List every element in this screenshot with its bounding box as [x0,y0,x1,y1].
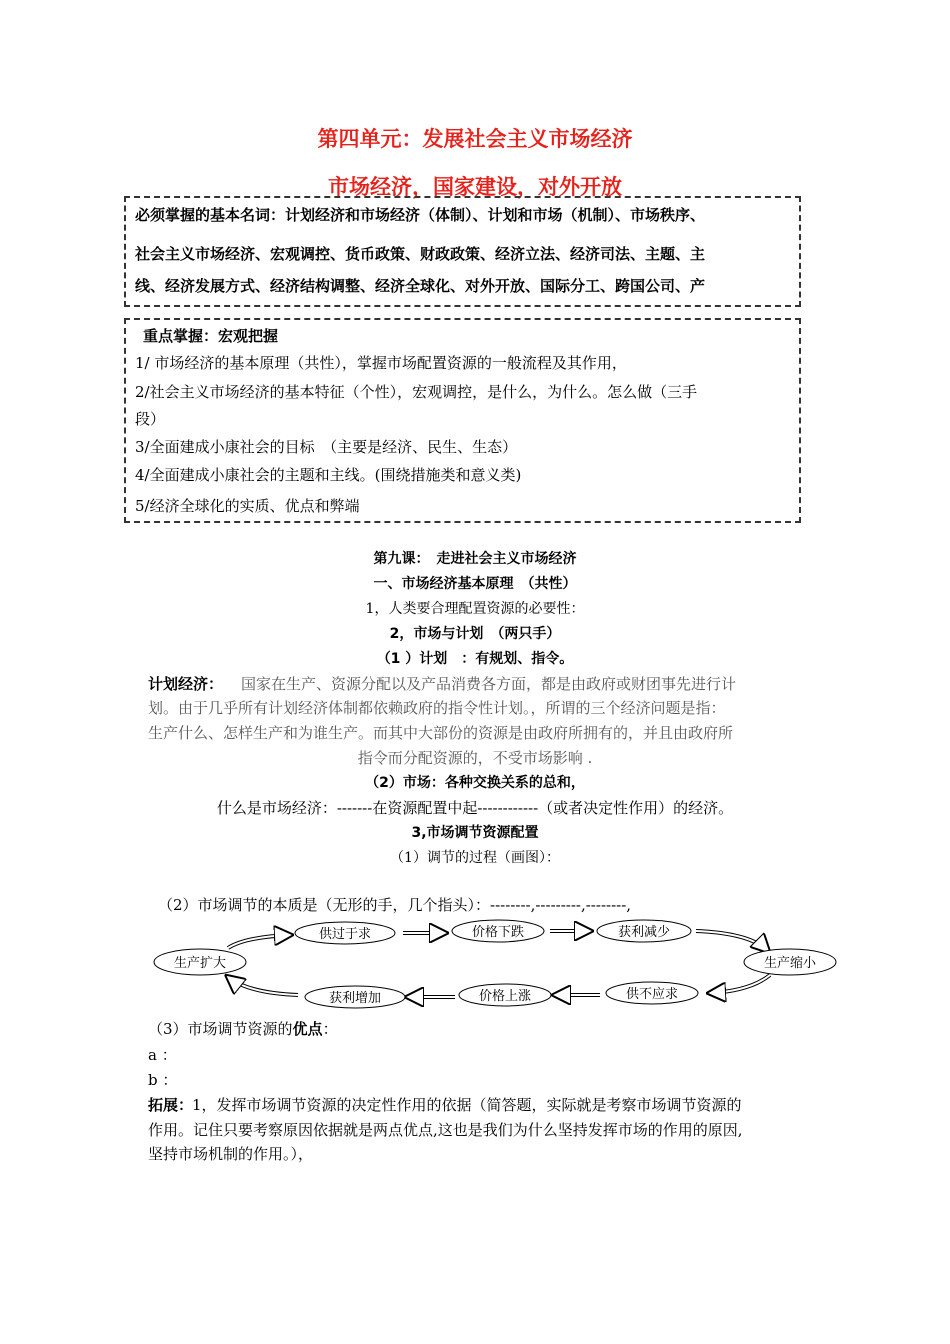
node-profit-increase [305,986,405,1008]
focus-box [124,318,801,523]
svg-text:获利增加: 获利增加 [328,991,382,1006]
point-3-3-suffix: ： [322,1020,338,1038]
terms-line-3: 线、经济发展方式、经济结构调整、经济全球化、对外开放、国际分工、跨国公司、产 [135,277,706,295]
node-demand-exceeds-supply [606,982,698,1004]
focus-item: 1/ 市场经济的基本原理（共性），掌握市场配置资源的一般流程及其作用， [135,354,627,372]
arrow-8 [228,977,298,995]
svg-text:供不应求: 供不应求 [625,987,679,1002]
planned-economy-text: 划。由于几乎所有计划经济体制都依赖政府的指令性计划。，所谓的三个经济问题是指： [148,699,726,717]
focus-item: 4/全面建成小康社会的主题和主线。(围绕措施类和意义类) [135,466,522,484]
expand-label: 拓展： [148,1096,194,1114]
page-subtitle: 市场经济，国家建设，对外开放 [328,175,622,199]
node-price-fall [452,920,544,942]
focus-heading: 重点掌握：宏观把握 [143,327,279,345]
svg-text:生产扩大: 生产扩大 [173,956,227,971]
node-production-shrink [744,949,836,975]
planned-economy-text: 生产什么、怎样生产和为谁生产。而其中大部份的资源是由政府所拥有的，并且由政府所 [148,724,734,742]
section-heading: 一、市场经济基本原理 （共性） [373,576,577,592]
node-supply-exceeds-demand [295,922,395,944]
point-3-3 [148,1018,338,1039]
terms-line-1: 必须掌握的基本名词：计划经济和市场经济（体制）、计划和市场（机制）、市场秩序、 [135,206,706,224]
market-cycle-diagram [150,915,840,1015]
point-3-3-prefix: （3）市场调节资源的 [148,1020,293,1038]
svg-text:价格上涨: 价格上涨 [478,989,532,1004]
point-3-3-bold: 优点 [292,1020,323,1038]
node-price-rise [459,984,551,1006]
point-2-2: （2）市场：各种交换关系的总和， [365,775,585,791]
point-3: 3,市场调节资源配置 [411,825,539,841]
node-production-expand [154,949,246,975]
planned-economy-label: 计划经济： [148,675,224,693]
point-3-1: （1）调节的过程（画图）： [390,850,560,866]
expand-text: 作用。记住只要考察原因依据就是两点优点,这也是我们为什么坚持发挥市场的作用的原因, [148,1121,743,1139]
node-profit-decrease [597,920,691,942]
expand-text: 1，发挥市场调节资源的决定性作用的依据（简答题，实际就是考察市场调节资源的 [192,1096,742,1114]
expand-text: 坚持市场机制的作用。）， [148,1145,314,1163]
terms-line-2: 社会主义市场经济、宏观调控、货币政策、财政政策、经济立法、经济司法、主题、主 [135,245,706,263]
market-definition: 什么是市场经济：-------在资源配置中起------------（或者决定性作用）的经济。 [216,799,734,817]
advantage-a-label: a ： [148,1046,177,1064]
svg-text:价格下跌: 价格下跌 [471,925,525,940]
planned-economy-text: 指令而分配资源的，不受市场影响 . [357,749,593,767]
arrow-5 [710,975,770,993]
planned-economy-text: 国家在生产、资源分配以及产品消费各方面，都是由政府或财团事先进行计 [226,675,737,693]
svg-text:获利减少: 获利减少 [617,925,671,940]
focus-item: 3/全面建成小康社会的目标 （主要是经济、民生、生态） [135,438,518,456]
page-title: 第四单元：发展社会主义市场经济 [317,127,633,151]
point-2: 2，市场与计划 （两只手） [389,626,561,642]
advantage-b-label: b ： [148,1071,178,1089]
point-1: 1，人类要合理配置资源的必要性： [365,601,585,617]
point-2-1: （1 ）计划 ：有规划、指令。 [376,651,574,667]
lesson-title: 第九课： 走进社会主义市场经济 [373,551,577,567]
focus-item: 2/社会主义市场经济的基本特征（个性），宏观调控，是什么，为什么。怎么做（三手 [135,383,698,401]
svg-text:供过于求: 供过于求 [318,927,372,942]
focus-item: 段） [135,410,166,428]
focus-item: 5/经济全球化的实质、优点和弊端 [135,497,360,515]
svg-text:生产缩小: 生产缩小 [763,956,817,971]
point-3-2: （2）市场调节的本质是（无形的手，几个指头）：--------,---------,--------, [158,896,632,914]
